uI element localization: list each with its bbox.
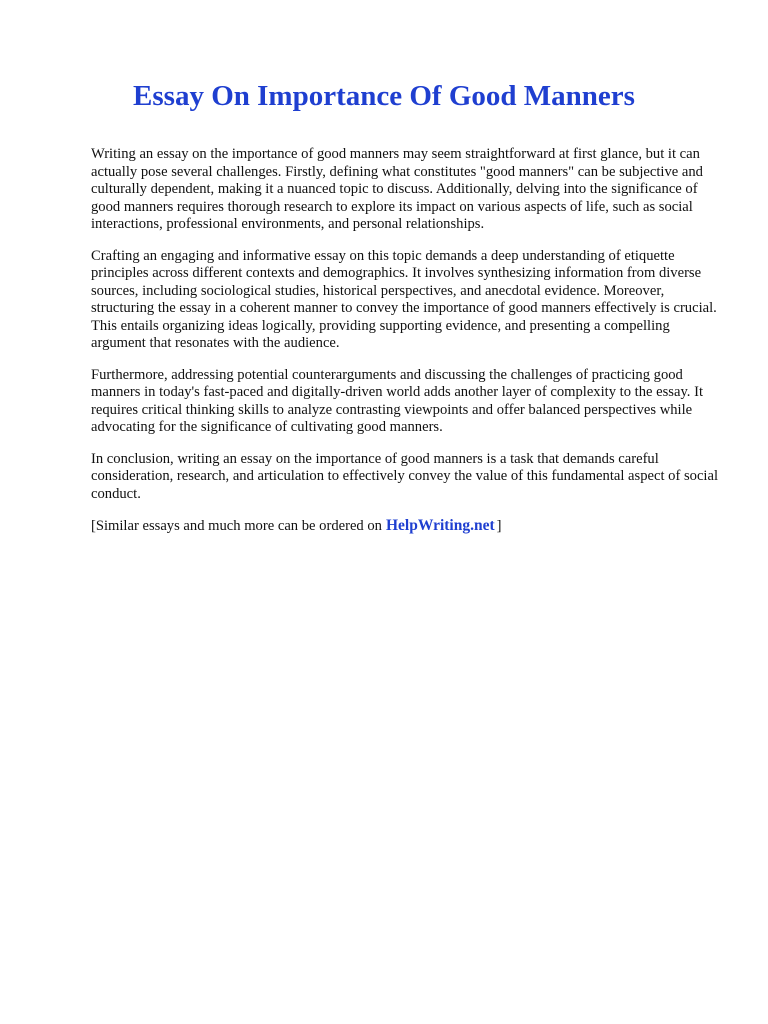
promo-prefix: [Similar essays and much more can be ordered on <box>91 518 382 534</box>
paragraph-2: Crafting an engaging and informative essay on this topic demands a deep understanding of etiquette principles across different contexts and demographics. It involves synthesizing information from diverse sources, including sociological studies, historical perspectives, and anecdotal evidence. Moreover, structuring the essay in a coherent manner to convey the importance of good manners effectively is crucial. This entails organizing ideas logically, providing supporting evidence, and presenting a compelling argument that resonates with the audience. <box>91 247 717 351</box>
essay-body <box>91 146 723 536</box>
paragraph-4: In conclusion, writing an essay on the importance of good manners is a task that demands careful consideration, research, and articulation to effectively convey the value of this fundamental aspect of social conduct. <box>91 450 719 502</box>
helpwriting-link[interactable]: HelpWriting.net <box>385 517 495 534</box>
paragraph-3: Furthermore, addressing potential counterarguments and discussing the challenges of practicing good manners in today's fast-paced and digitally-driven world adds another layer of complexity to the essay. It requires critical thinking skills to analyze contrasting viewpoints and offer balanced perspectives while advocating for the significance of cultivating good manners. <box>91 366 704 435</box>
page-title: Essay On Importance Of Good Manners <box>133 80 635 112</box>
promo-suffix: ] <box>496 518 502 534</box>
promo-line <box>91 517 723 536</box>
paragraph-1: Writing an essay on the importance of good manners may seem straightforward at first glance, but it can actually pose several challenges. Firstly, defining what constitutes "good manners" can be subjective and culturally dependent, making it a nuanced topic to discuss. Additionally, delving into the significance of good manners requires thorough research to explore its impact on various aspects of life, such as social interactions, professional environments, and personal relationships. <box>91 146 703 232</box>
